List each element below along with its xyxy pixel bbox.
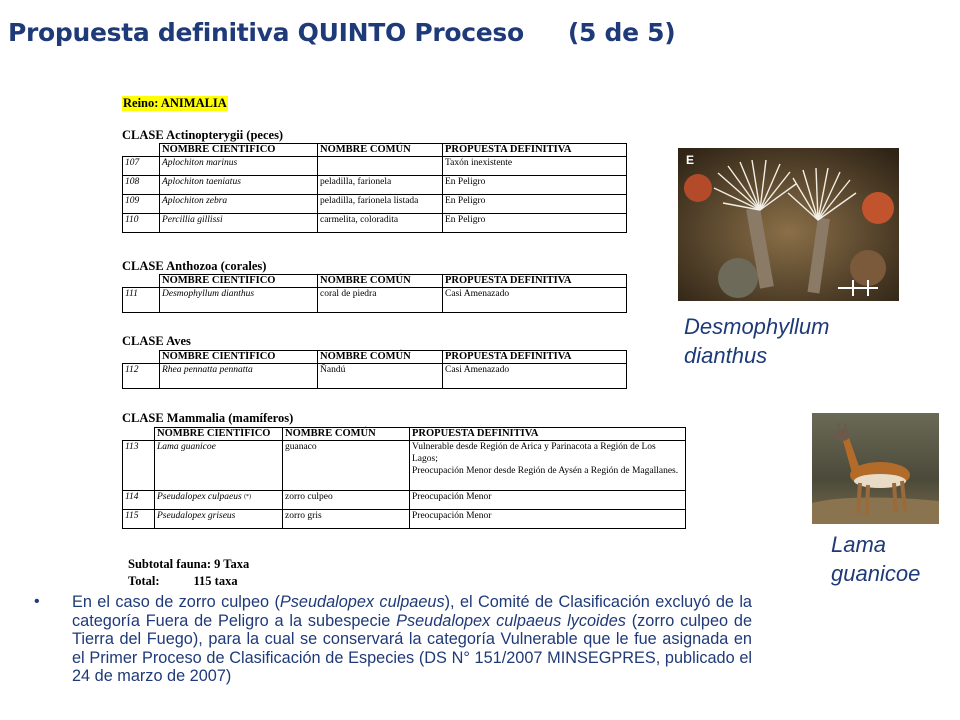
total: Total: 115 taxa <box>128 574 238 588</box>
table-row: 115 Pseudalopex griseus zorro gris Preocupación Menor <box>123 510 686 529</box>
clase-aves-label: CLASE Aves <box>122 334 191 348</box>
reino-label: Reino: ANIMALIA <box>123 96 227 110</box>
clase-actinopterygii-label: CLASE Actinopterygii (peces) <box>122 128 284 142</box>
table-row: 108 Aplochiton taeniatus peladilla, farionela En Peligro <box>123 176 627 195</box>
table-row: 107 Aplochiton marinus Taxón inexistente <box>123 157 627 176</box>
table-row: 114 Pseudalopex culpaeus (*) zorro culpeo Preocupación Menor <box>123 491 686 510</box>
table-actinopterygii <box>122 143 627 233</box>
table-row: 110 Percillia gillissi carmelita, coloradita En Peligro <box>123 214 627 233</box>
body-paragraph: En el caso de zorro culpeo (Pseudalopex culpaeus), el Comité de Clasificación excluyó de la categoría Fuera de Peligro a la subespecie Pseudalopex culpaeus lycoides (zorro culpeo de Tierra del Fuego), para la cual se conservará la categoría Vulnerable que le fue asignada en el Primer Proceso de Clasificación de Especies (DS N° 151/2007 MINSEGPRES, publicado el 24 de marzo de 2007) <box>72 593 752 686</box>
guanaco-caption: Lama guanicoe <box>831 532 921 586</box>
table-row: 109 Aplochiton zebra peladilla, farionela listada En Peligro <box>123 195 627 214</box>
table-row: 112 Rhea pennatta pennatta Ñandú Casi Amenazado <box>123 364 627 389</box>
header-proposal: PROPUESTA DEFINITIVA <box>443 144 627 157</box>
title-counter: (5 de 5) <box>567 18 676 47</box>
table-aves: NOMBRE CIENTÍFICO NOMBRE COMÚN PROPUESTA DEFINITIVA 112 Rhea pennatta pennatta Ñandú Casi Amenazado <box>122 350 627 389</box>
bullet-icon: • <box>34 593 40 610</box>
table-anthozoa: NOMBRE CIENTÍFICO NOMBRE COMÚN PROPUESTA DEFINITIVA 111 Desmophyllum dianthus coral de piedra Casi Amenazado <box>122 274 627 313</box>
clase-mammalia-label: CLASE Mammalia (mamíferos) <box>122 411 294 425</box>
header-common: NOMBRE COMÚN <box>318 144 443 157</box>
subtotal: Subtotal fauna: 9 Taxa <box>128 557 250 571</box>
table-row: 111 Desmophyllum dianthus coral de piedra Casi Amenazado <box>123 288 627 313</box>
title-main: Propuesta definitiva QUINTO Proceso <box>8 18 524 47</box>
clase-anthozoa-label: CLASE Anthozoa (corales) <box>122 259 267 273</box>
table-row: 113 Lama guanicoe guanaco Vulnerable desde Región de Arica y Parinacota a Región de Los Lagos; Preocupación Menor desde Región de Aysén a Región de Magallanes. <box>123 441 686 491</box>
header-sci: NOMBRE CIENTÍFICO <box>160 144 318 157</box>
guanaco-photo <box>812 413 939 524</box>
slide-title <box>8 18 675 47</box>
coral-caption: Desmophyllum dianthus <box>684 314 830 368</box>
coral-photo <box>678 148 899 301</box>
photo-letter: E <box>686 153 695 167</box>
table-mammalia: NOMBRE CIENTÍFICO NOMBRE COMÚN PROPUESTA DEFINITIVA 113 Lama guanicoe guanaco Vulnerable desde Región de Arica y Parinacota a Región de Los Lagos; Preocupación Menor desde Región de Aysén a Región de Magallanes. 114 Pseudalopex culpaeus (*) zorro culpeo Preocupación Menor 115 Pseudalopex griseus zorro gris Preocupación Menor <box>122 427 686 529</box>
